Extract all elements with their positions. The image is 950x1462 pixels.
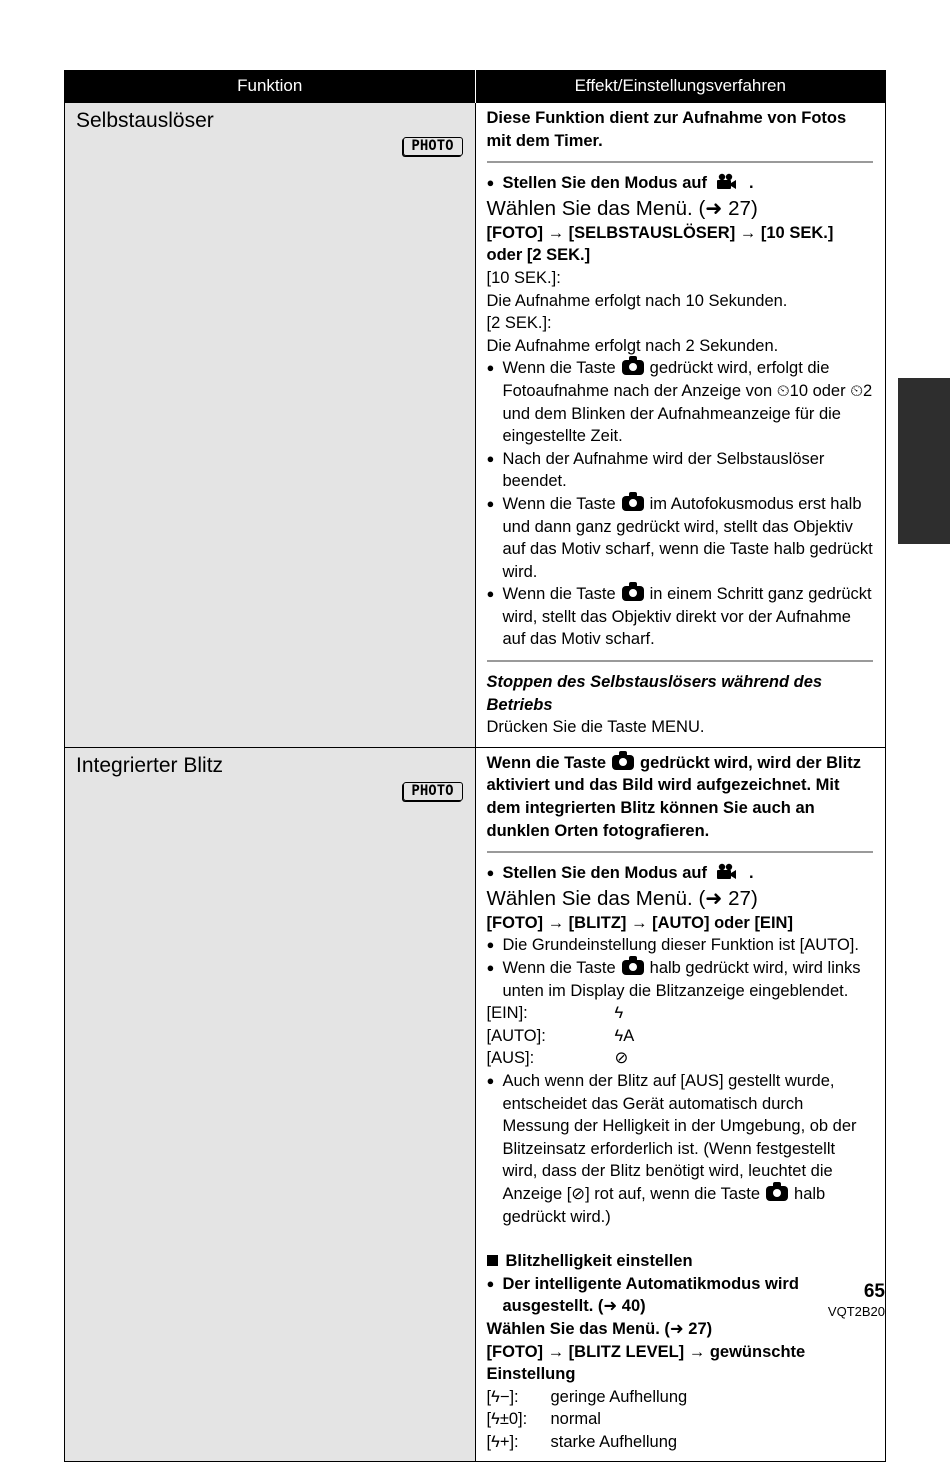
level-row: [ϟ−]: geringe Aufhellung [486,1387,688,1406]
flash-off-icon: ⊘ [614,1049,629,1068]
menu-path: [FOTO] → [BLITZ] → [AUTO] oder [EIN] [486,913,793,932]
bullet-item: ● Wenn die Taste gedrückt wird, erfolgt die Fotoaufnahme nach der Anzeige von ⏲10 oder ⏲2 und dem Blinken der Aufnahmeanzeige für die eingestellte Zeit. [487,357,874,447]
section-tab [898,378,950,544]
flash-setting-row: [AUS]: ⊘ [487,1047,874,1070]
bullet-item: ● Wenn die Taste halb gedrückt wird, wird links unten im Display die Blitzanzeige eingeblendet. [487,957,874,1002]
divider [487,660,874,662]
photoshot-button-icon [622,496,644,511]
photoshot-button-icon [622,586,644,601]
header-effekt: Effekt/Einstellungsverfahren [475,70,886,103]
level-path: [FOTO] → [BLITZ LEVEL] → gewünschte Einstellung [486,1342,806,1384]
function-cell [65,747,476,1462]
square-bullet-icon [487,1255,498,1266]
level-menu: Wählen Sie das Menü. (➜ 27) [486,1319,713,1338]
level-row: [ϟ+]: starke Aufhellung [486,1432,678,1451]
stop-heading: Stoppen des Selbstauslösers während des Betriebs [486,673,823,714]
menu-path: [FOTO] → [SELBSTAUSLÖSER] → [10 SEK.] oder [2 SEK.] [486,223,834,265]
flash-setting-row: [AUTO]: ϟA [487,1025,874,1048]
photo-badge: PHOTO [403,782,463,801]
function-name: Integrierter Blitz [76,753,224,777]
photoshot-button-icon [622,360,644,375]
option-label: [2 SEK.]: [486,314,552,333]
flash-setting-row: [EIN]: ϟ [487,1002,874,1025]
bullet-item: ● Nach der Aufnahme wird der Selbstauslöser beendet. [487,448,874,493]
function-cell [65,103,476,748]
table-row-selbstausloeser [65,103,886,748]
table-row-integrierter-blitz [65,747,886,1462]
bullet-item: ● Wenn die Taste in einem Schritt ganz gedrückt wird, stellt das Objektiv direkt vor der Aufnahme auf das Motiv scharf. [487,583,874,651]
option-text: Die Aufnahme erfolgt nach 2 Sekunden. [486,336,779,355]
effect-cell [475,103,886,748]
photoshot-button-icon [612,755,634,770]
bullet-item: ● Die Grundeinstellung dieser Funktion ist [AUTO]. [487,934,874,957]
header-funktion: Funktion [65,70,476,103]
table-header [65,70,886,103]
option-label: [10 SEK.]: [486,268,561,287]
movie-camera-icon [715,173,737,191]
menu-heading: Wählen Sie das Menü. (➜ 27) [486,886,758,910]
effect-cell [475,747,886,1462]
stop-text: Drücken Sie die Taste MENU. [486,718,705,737]
intro-text: Diese Funktion dient zur Aufnahme von Fotos mit dem Timer. [486,109,847,150]
option-text: Die Aufnahme erfolgt nach 10 Sekunden. [486,291,788,310]
level-heading: Blitzhelligkeit einstellen [487,1250,874,1273]
mode-instruction: ● Stellen Sie den Modus auf . [487,862,874,885]
bullet-item: ● Auch wenn der Blitz auf [AUS] gestellt wurde, entscheidet das Gerät automatisch durch Messung der Helligkeit in der Umgebung, ob der Blitzeinsatz erforderlich ist. (Wenn festgestellt wird, dass der Blitz benötigt wird, leuchtet die Anzeige [⊘] rot auf, wenn die Taste halb gedrückt wird.) [487,1070,874,1228]
divider [487,851,874,853]
mode-instruction: ● Stellen Sie den Modus auf . [487,172,874,195]
bullet-item: ● Wenn die Taste im Autofokusmodus erst halb und dann ganz gedrückt wird, stellt das Objektiv auf das Motiv scharf, wenn die Taste halb gedrückt wird. [487,493,874,583]
menu-heading: Wählen Sie das Menü. (➜ 27) [486,196,758,220]
flash-icon: ϟ [614,1004,624,1023]
level-note: ● Der intelligente Automatikmodus wird ausgestellt. (➜ 40) [487,1273,874,1318]
flash-auto-icon: ϟA [614,1026,635,1045]
divider [487,161,874,163]
photoshot-button-icon [766,1186,788,1201]
photoshot-button-icon [622,960,644,975]
document-code: VQT2B20 [827,1304,885,1319]
function-table [64,70,886,1462]
level-row: [ϟ±0]: normal [486,1410,601,1429]
function-name: Selbstauslöser [76,109,214,132]
movie-camera-icon [715,863,737,881]
page-number: 65 [863,1281,885,1302]
photo-badge: PHOTO [403,137,463,156]
intro-text: Wenn die Taste gedrückt wird, wird der Blitz aktiviert und das Bild wird aufgezeichnet. Mit dem integrierten Blitz können Sie auch an dunklen Orten fotografieren. [486,753,861,840]
